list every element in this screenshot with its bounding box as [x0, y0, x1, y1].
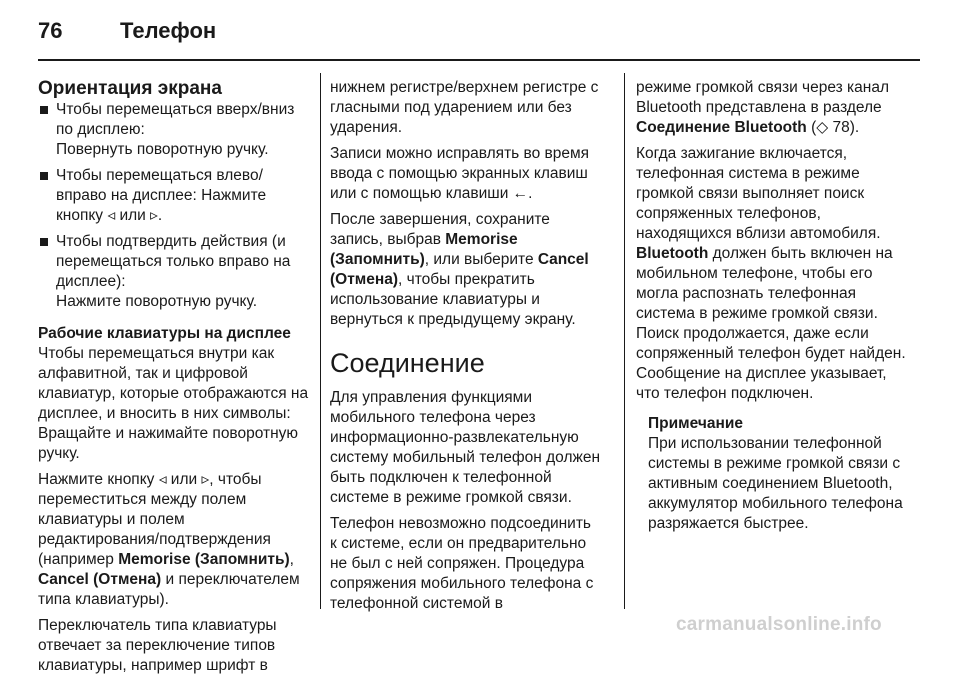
memorise-label: Memorise (Запомнить) — [118, 551, 290, 568]
paragraph: Чтобы перемещаться внутри как алфавитной, так и цифровой клавиатур, которые отображаются на дисплее, и вносить в них символы: Вращайте и нажимайте поворотную ручку. — [38, 345, 309, 462]
list-item-text: Чтобы перемещаться вверх/вниз по дисплею: — [56, 101, 295, 138]
page-number: 76 — [38, 18, 63, 43]
paragraph-text: Когда зажигание включается, телефонная система в режиме громкой связи выполняет поиск сопряженных телефонов, находящихся вблизи автомобиля. — [636, 145, 881, 242]
paragraph-text: и переключателем типа клавиатуры). — [38, 571, 300, 608]
paragraph-text: , или выберите — [424, 251, 538, 268]
note-title: Примечание — [648, 415, 743, 432]
running-title: Телефон — [120, 18, 217, 43]
section-heading-screen-orientation: Ориентация экрана — [38, 78, 222, 99]
paragraph: Для управления функциями мобильного телефона через информационно-развлекательную систему мобильный телефон должен быть подключен к телефонной системе в режиме громкой связи. — [330, 389, 601, 506]
section-heading-connection: Соединение — [330, 348, 485, 378]
list-item — [38, 100, 310, 160]
bluetooth-connection-reference: Соединение Bluetooth — [636, 119, 807, 136]
bullet-square-icon — [40, 238, 48, 246]
cancel-label: Cancel (Отмена) — [38, 571, 162, 588]
paragraph — [38, 470, 310, 610]
list-item-text: Чтобы перемещаться влево/вправо на дисплее: Нажмите кнопку ◃ или ▹. — [56, 167, 267, 224]
bluetooth-label: Bluetooth — [636, 245, 709, 262]
paragraph: Телефон невозможно подсоединить к системе, если он предварительно не был с ней сопряжен. Процедура сопряжения мобильного телефона с телефонной системой в — [330, 515, 594, 612]
list-item — [38, 232, 310, 312]
list-item-text: Чтобы подтвердить действия (и перемещаться только вправо на дисплее): — [56, 233, 291, 290]
note-box — [648, 414, 908, 534]
paragraph — [636, 144, 908, 404]
paragraph: нижнем регистре/верхнем регистре с гласными под ударением или без ударения. — [330, 79, 599, 136]
cancel-label: Cancel (Отмена) — [330, 251, 589, 288]
bullet-square-icon — [40, 172, 48, 180]
paragraph — [330, 210, 602, 330]
paragraph — [636, 78, 908, 138]
memorise-label: Memorise (Запомнить) — [330, 231, 518, 268]
paragraph-text: должен быть включен на мобильном телефоне, чтобы его могла распознать телефонная система в режиме громкой связи. Поиск продолжается, даже если сопряженный телефон будет найден. Сообщение на дисплее указывает, что телефон подключен. — [636, 245, 906, 402]
subheading-onscreen-keyboards: Рабочие клавиатуры на дисплее — [38, 325, 291, 342]
list-item-subtext: Нажмите поворотную ручку. — [56, 293, 258, 310]
page-reference: (◇ 78). — [806, 119, 860, 136]
paragraph-text: режиме громкой связи через канал Bluetooth представлена в разделе — [636, 79, 890, 116]
note-text: При использовании телефонной системы в режиме громкой связи с активным соединением Bluetooth, аккумулятор мобильного телефона разряжается быстрее. — [648, 435, 903, 532]
column-3 — [636, 78, 908, 534]
column-divider-2 — [624, 73, 625, 609]
watermark: carmanualsonline.info — [676, 614, 882, 635]
paragraph-text: После завершения, сохраните запись, выбрав — [330, 211, 550, 248]
paragraph-text: Нажмите кнопку ◃ или ▹, чтобы переместиться между полем клавиатуры и полем редактирования/подтверждения (например — [38, 471, 271, 568]
paragraph-text: , чтобы прекратить использование клавиатуры и вернуться к предыдущему экрану. — [330, 271, 576, 328]
column-divider-1 — [320, 73, 321, 609]
column-1 — [38, 78, 310, 682]
paragraph: Переключатель типа клавиатуры отвечает за переключение типов клавиатуры, например шрифт в — [38, 617, 277, 674]
paragraph: Записи можно исправлять во время ввода с помощью экранных клавиш или с помощью клавиши ←. — [330, 145, 590, 202]
header-rule — [38, 59, 920, 61]
column-2 — [330, 78, 602, 620]
list-item — [38, 166, 310, 226]
list-item-subtext: Повернуть поворотную ручку. — [56, 141, 269, 158]
paragraph-text: , — [289, 551, 294, 568]
bullet-square-icon — [40, 106, 48, 114]
bullet-list — [38, 100, 310, 312]
